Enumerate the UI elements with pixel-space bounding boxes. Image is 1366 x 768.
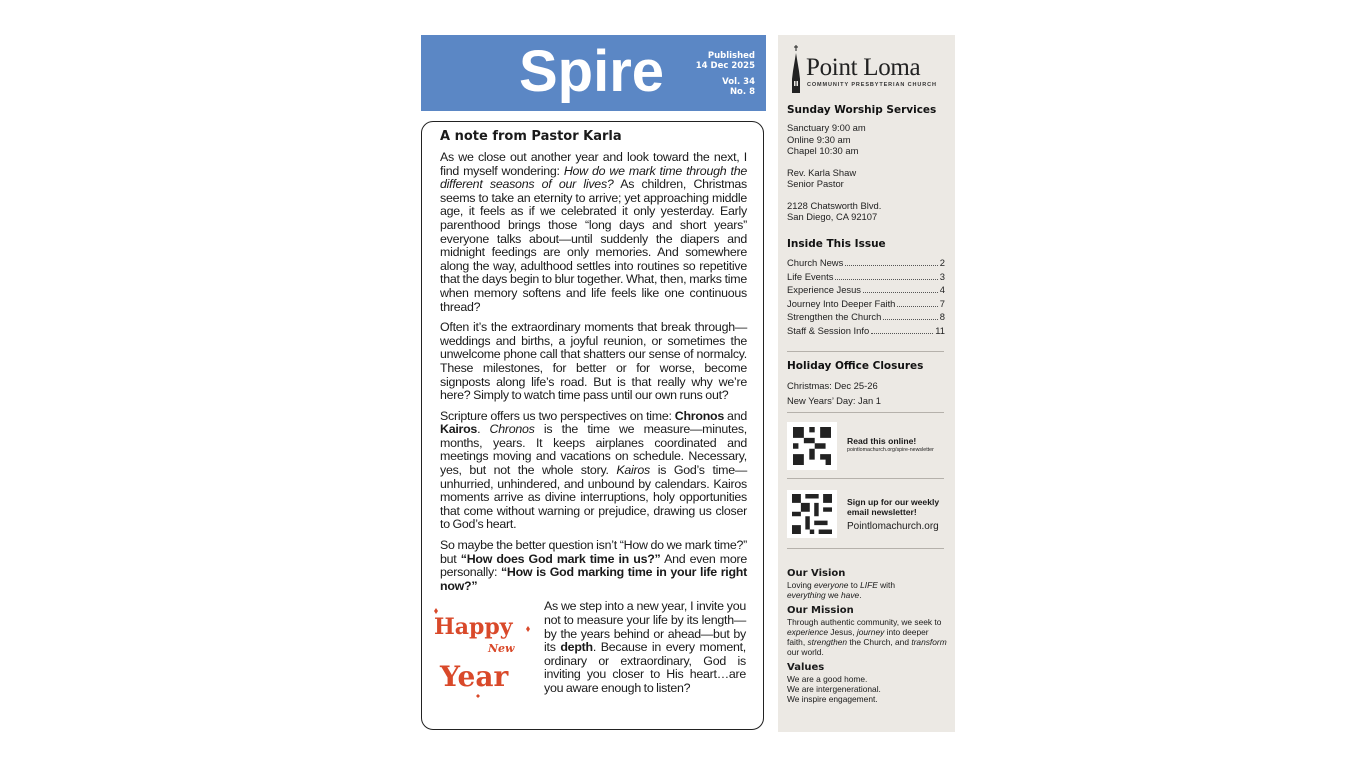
church-subtitle: COMMUNITY PRESBYTERIAN CHURCH [807,82,937,88]
value-item: We inspire engagement. [787,694,878,704]
qr-code-icon [793,427,831,465]
divider [787,548,944,549]
italic-text: have [841,590,860,600]
paragraph [440,321,747,403]
signup-title: email newsletter! [847,507,917,517]
italic-text: everything [787,590,826,600]
volume: Vol. 34 [722,77,755,87]
table-of-contents [787,238,945,338]
vision-section [787,567,949,600]
text-segment: . [477,422,490,437]
paragraph [440,410,747,532]
toc-label: Staff & Session Info [787,324,870,336]
closing-row [430,600,746,702]
text-segment: As children, Christmas seems to take an eternity to arrive; yet approaching middle age, it feels as if we celebrated it only yesterday. Early parenthood brings those “long days and short years” everyone talks about—until suddenly the diapers and midnight feedings are only memories. And somewhere along the way, adulthood settles into routines so repetitive that the days begin to blur together. What, then, marks time when memory softens and life feels like one continuous thread? [440,177,747,314]
toc-label: Life Events [787,270,834,282]
text-segment: is the time we measure—minutes, months, years. It keeps airplanes coordinated and meetings moving and vacations on schedule. Necessary, yes, but not the whole story. [440,422,747,478]
issue-meta [696,51,755,97]
church-logo [786,43,946,93]
graphic-happy: Happy [434,614,513,641]
mission-heading: Our Mission [787,605,854,616]
text-segment: into deeper faith, [787,627,929,647]
toc-item[interactable] [787,297,945,311]
vision-mission-values [787,567,949,708]
value-item: We are a good home. [787,674,868,684]
closing-paragraph [544,600,746,695]
bold-text: “How does God mark time in us?” [460,551,661,566]
sidebar [778,35,955,732]
read-online-text [847,436,951,454]
toc-heading: Inside This Issue [787,238,886,250]
text-segment: Jesus, [827,627,857,637]
text-segment: Through authentic community, we seek to [787,617,942,627]
toc-label: Experience Jesus [787,284,861,296]
pastor-name: Rev. Karla Shaw [787,166,857,178]
qr-code-read-online[interactable] [787,422,837,470]
newsletter-signup-text [847,497,951,533]
church-website-link[interactable]: Pointlomachurch.org [847,521,939,532]
worship-heading: Sunday Worship Services [787,104,937,116]
divider [787,412,944,413]
text-segment: Loving [787,580,815,590]
closures-section [787,360,923,408]
bold-text: depth [560,640,593,655]
toc-page: 4 [939,284,945,296]
toc-label: Strengthen the Church [787,311,882,323]
text-segment: As we step into a new year, I invite you not to measure your life by its length—by the years behind or ahead—but by its [544,599,746,655]
text-segment: Scripture offers us two perspectives on time: [440,408,675,423]
toc-item[interactable] [787,256,945,270]
masthead [421,35,766,111]
signup-title: Sign up for our weekly [847,497,940,507]
text-segment: As we close out another year and look toward the next, I find myself wondering: [440,150,747,178]
vision-text [787,580,927,600]
issue-number: No. 8 [729,87,755,97]
italic-text: experience [787,627,828,637]
bold-text: Chronos [674,408,724,423]
article-body [440,151,747,593]
service-time: Chapel 10:30 am [787,145,859,156]
toc-page: 2 [939,257,945,268]
text-segment: we [825,590,842,600]
italic-text: strengthen [807,637,848,647]
publish-date: 14 Dec 2025 [695,61,755,71]
article-heading: A note from Pastor Karla [440,129,622,144]
newsletter-title: Spire [519,39,665,104]
italic-text: LIFE [860,580,878,590]
italic-text: How do we mark time through the different seasons of our lives? [440,163,747,192]
italic-text: everyone [814,580,849,590]
closures-heading: Holiday Office Closures [787,360,924,372]
graphic-year: Year [440,660,509,694]
leader-dots [845,265,938,266]
qr-code-newsletter-signup[interactable] [787,490,837,538]
text-segment: with [877,580,896,590]
read-online-title: Read this online! [847,436,917,446]
divider [787,351,944,352]
text-segment: . [859,590,862,600]
text-segment: And even more personally: [440,551,747,580]
italic-text: Kairos [616,463,650,478]
text-segment: Often it’s the extraordinary moments that break through—weddings and births, a joyful reunion, or sometimes the unwelcome phone call that shatters our sense of normalcy. These milestones, for better or for worse, become signposts along life’s road. But is that really why we’re here? Simply to watch time pass until our own runs out? [440,320,747,403]
value-item: We are intergenerational. [787,684,881,694]
qr-code-icon [792,494,832,534]
values-section [787,661,949,704]
closure-item: Christmas: Dec 25-26 [787,380,878,391]
toc-page: 11 [935,324,945,336]
vision-heading: Our Vision [787,568,846,579]
graphic-new: New [488,642,515,656]
mission-text [787,617,949,657]
published-label: Published [707,51,755,61]
address-line: San Diego, CA 92107 [787,211,878,222]
toc-page: 3 [939,270,945,282]
happy-new-year-graphic [430,606,540,702]
toc-label: Journey Into Deeper Faith [787,297,896,309]
text-segment: So maybe the better question isn’t “How do we mark time?” but [440,538,747,566]
leader-dots [883,319,937,320]
leader-dots [897,306,937,307]
sparkle-icon [476,694,480,698]
values-heading: Values [787,662,825,673]
service-time: Sanctuary 9:00 am [787,122,866,133]
toc-item[interactable] [787,270,945,284]
address-line: 2128 Chatsworth Blvd. [787,199,882,211]
italic-text: Chronos [489,422,535,437]
pastor-note-article [421,121,764,730]
leader-dots [863,292,938,293]
closure-item: New Years’ Day: Jan 1 [787,395,881,406]
divider [787,478,944,479]
toc-page: 8 [939,311,945,323]
toc-page: 7 [939,297,945,309]
leader-dots [835,279,937,280]
bold-text: “How is God marking time in your life right now?” [440,565,747,593]
bold-text: Kairos [440,422,478,437]
service-time: Online 9:30 am [787,133,851,145]
paragraph [440,151,747,314]
italic-text: journey [856,627,885,637]
text-segment: is God’s time—unhurried, unhindered, and unbound by calendars. Kairos moments arrive as divine interruptions, holy opportunities that come without warning or prejudice, drawing us closer to God’s heart. [440,463,747,532]
text-segment: to [848,580,861,590]
steeple-icon [788,45,804,93]
sparkle-icon [526,626,530,632]
pastor-title: Senior Pastor [787,178,844,189]
church-name: Point Loma [806,54,921,81]
worship-section [787,104,936,223]
toc-item[interactable] [787,283,945,297]
newsletter-url[interactable]: pointlomachurch.org/spire-newsletter [847,447,934,453]
toc-item[interactable] [787,310,945,324]
text-segment: our world. [787,647,824,657]
text-segment: and [723,408,747,423]
text-segment: the Church, and [847,637,912,647]
leader-dots [871,333,933,334]
paragraph [440,539,747,593]
toc-item[interactable] [787,324,945,338]
toc-label: Church News [787,257,844,268]
text-segment: . Because in every moment, ordinary or extraordinary, God is inviting you closer to His heart…are you aware enough to listen? [544,640,746,695]
mission-section [787,604,949,657]
italic-text: transform [911,637,947,647]
